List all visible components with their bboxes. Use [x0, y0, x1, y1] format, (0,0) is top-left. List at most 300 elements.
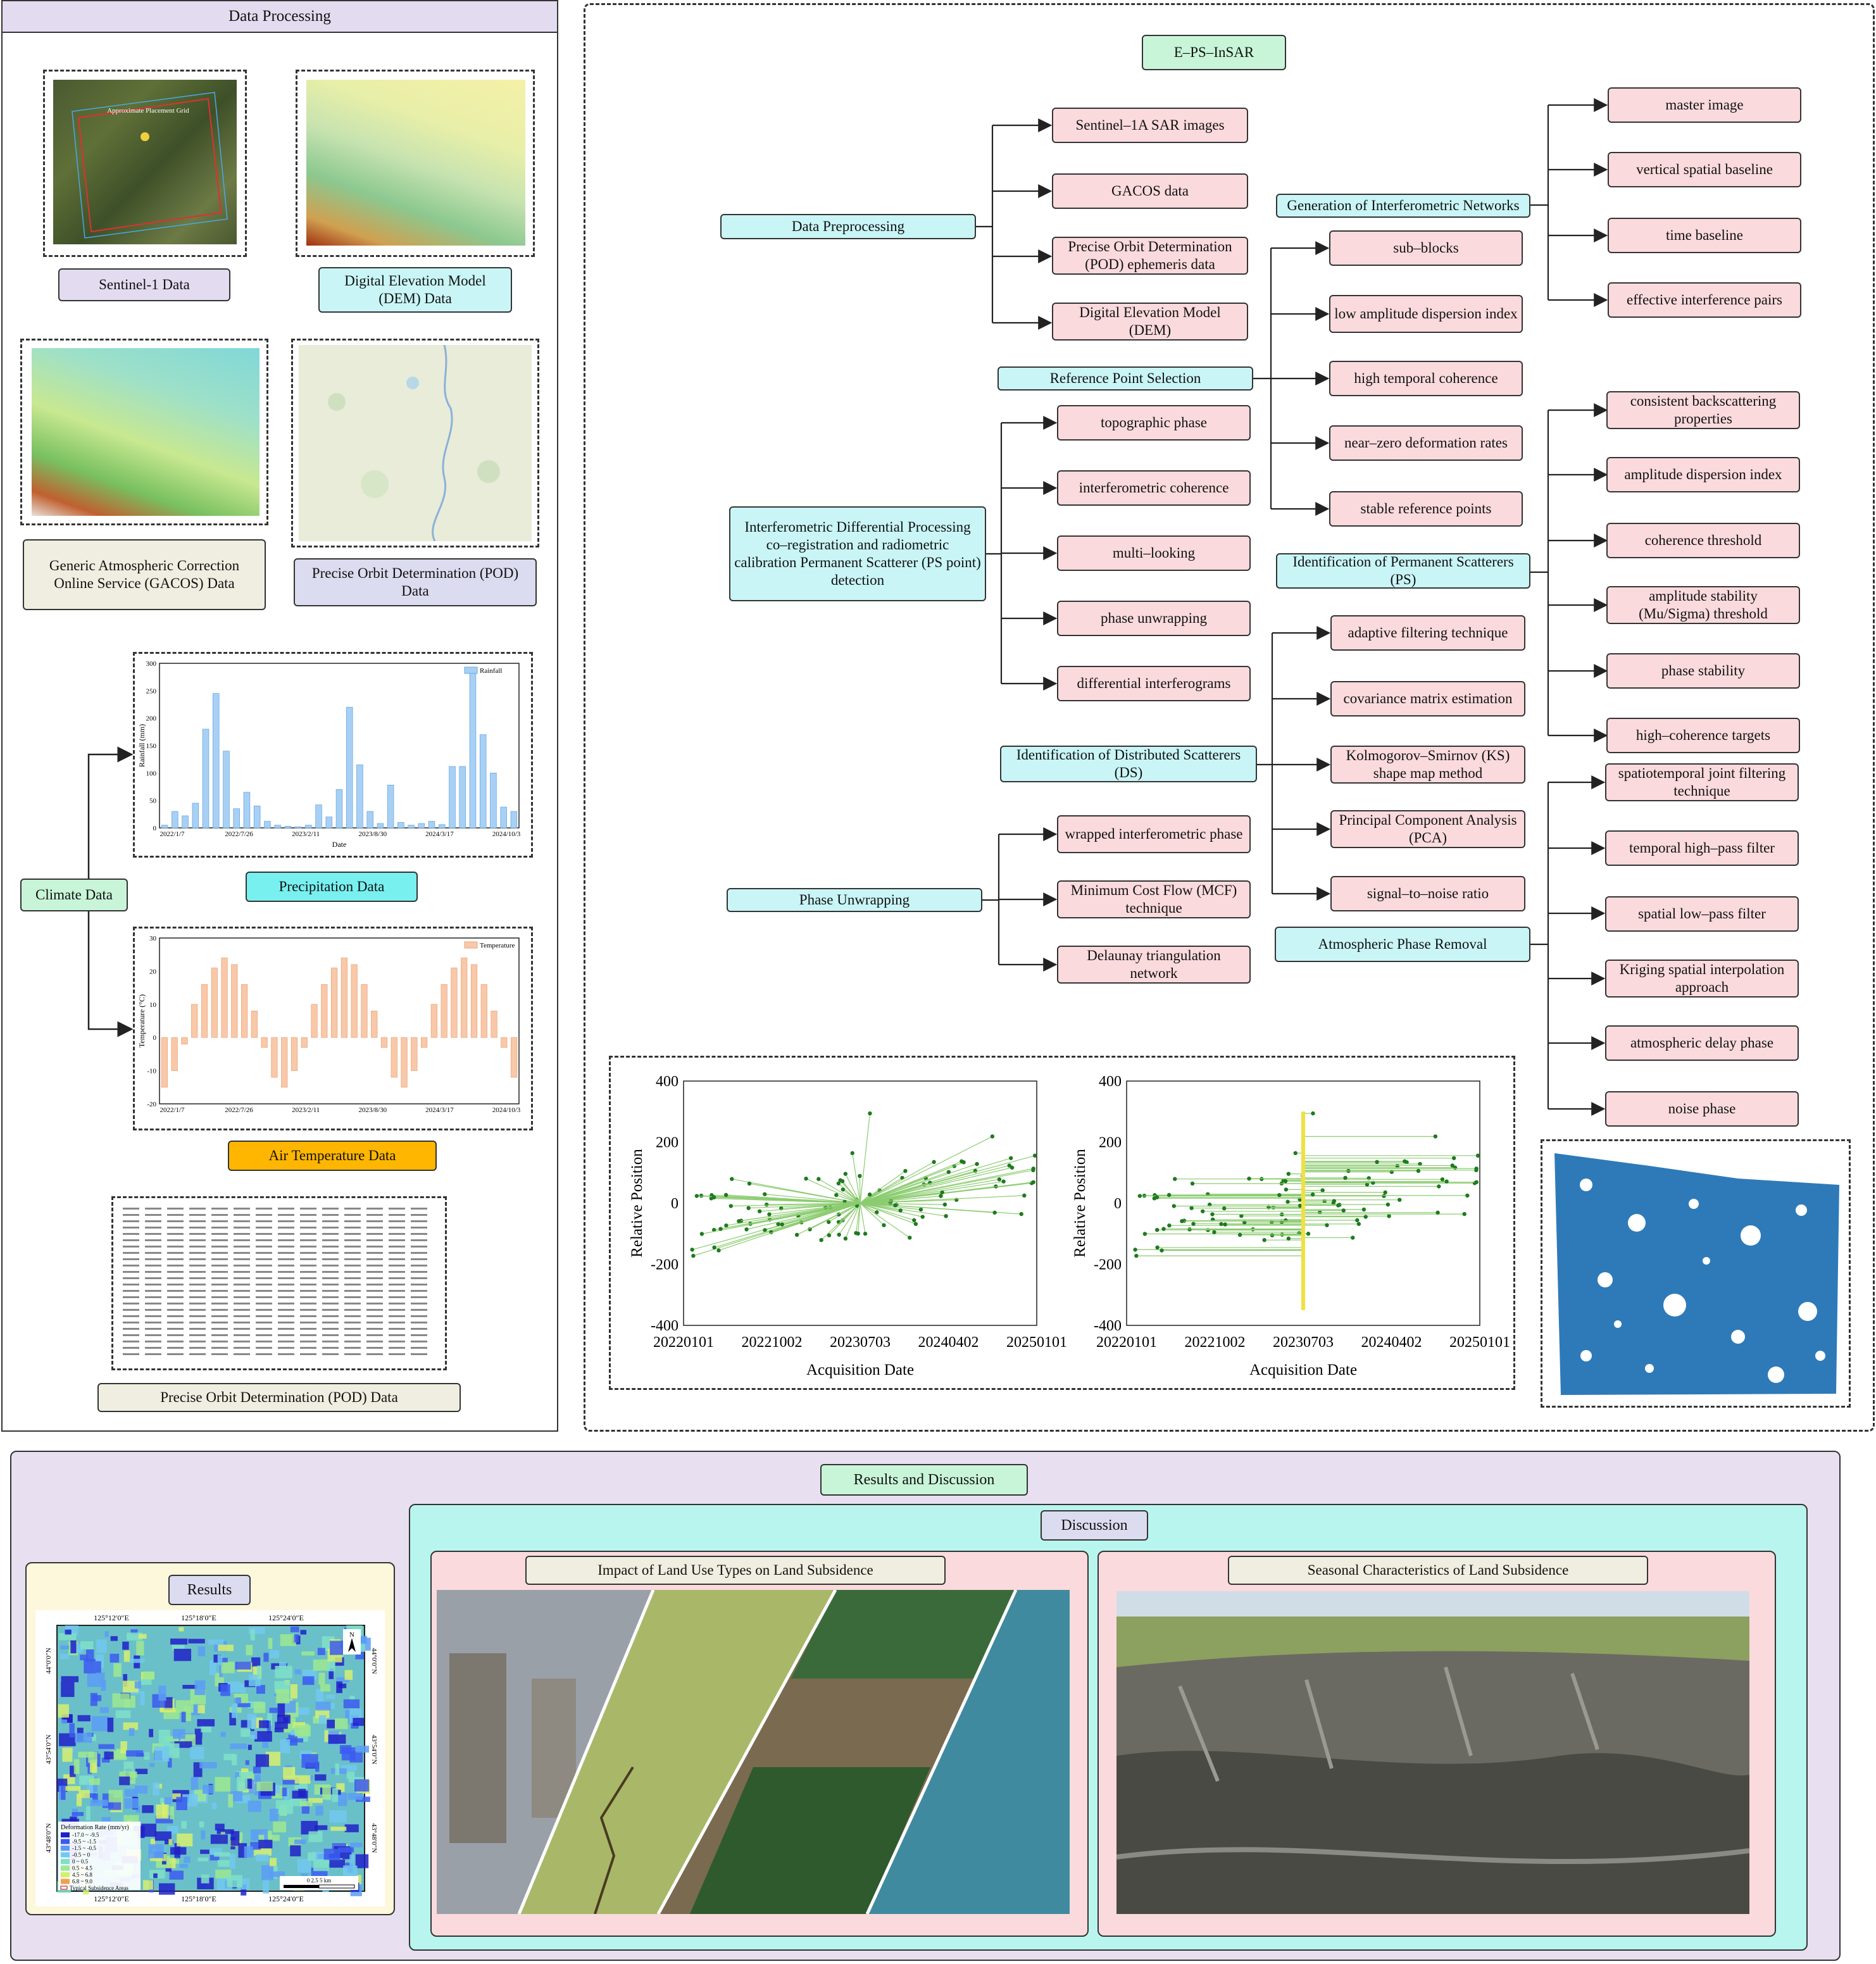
baseline-point	[991, 1134, 994, 1138]
baseline-point	[1262, 1238, 1266, 1242]
map-patch	[251, 1658, 260, 1667]
baseline-ytick: 400	[1099, 1073, 1122, 1090]
baseline-point	[744, 1227, 748, 1231]
baseline-point	[1285, 1200, 1289, 1204]
map-patch	[174, 1649, 191, 1661]
idp-item-multi-looking: multi–looking	[1057, 535, 1251, 571]
precip-xtick: 2022/7/26	[225, 830, 253, 838]
map-legend-swatch	[61, 1846, 70, 1851]
map-patch	[88, 1752, 97, 1763]
map-patch	[156, 1805, 168, 1818]
baseline-point	[854, 1231, 858, 1235]
idp-item-topographic-phase: topographic phase	[1057, 405, 1251, 441]
apr-item-atmospheric-delay: atmospheric delay phase	[1605, 1025, 1799, 1061]
baseline-point	[960, 1160, 963, 1163]
map-legend-swatch	[61, 1872, 70, 1877]
map-patch	[235, 1662, 251, 1670]
map-patch	[248, 1801, 261, 1812]
map-patch	[223, 1754, 235, 1760]
baseline-xtick: 20240402	[1361, 1334, 1422, 1351]
reference-point-node: Reference Point Selection	[997, 366, 1253, 391]
baseline-point	[882, 1223, 885, 1227]
baseline-point	[1191, 1222, 1195, 1225]
baseline-point	[844, 1237, 847, 1241]
precipitation-data-label: Precipitation Data	[246, 872, 418, 902]
seasonal-photo	[1116, 1591, 1749, 1914]
baseline-point	[1375, 1160, 1379, 1164]
precip-ytick: 150	[146, 742, 156, 750]
baseline-ytick: 400	[656, 1073, 678, 1090]
precip-legend-label: Rainfall	[480, 667, 503, 675]
baseline-point	[1212, 1230, 1216, 1234]
baseline-link	[860, 1172, 949, 1203]
map-patch	[329, 1810, 346, 1822]
baseline-xlabel: Acquisition Date	[1249, 1361, 1358, 1379]
map-patch	[126, 1750, 143, 1756]
baseline-point	[1223, 1222, 1227, 1226]
baseline-ytick: 200	[656, 1134, 678, 1151]
rp-item-stable-points: stable reference points	[1329, 491, 1523, 527]
baseline-point	[1167, 1223, 1171, 1227]
baseline-point	[699, 1194, 703, 1198]
map-patch	[345, 1824, 359, 1832]
map-patch	[228, 1794, 233, 1807]
map-patch	[295, 1725, 311, 1737]
map-patch	[170, 1806, 174, 1819]
baseline-point	[827, 1234, 831, 1237]
map-right-tick: 43°48′0″N	[370, 1823, 378, 1853]
map-patch	[80, 1641, 93, 1649]
baseline-point	[1133, 1248, 1137, 1251]
precip-ytick: 50	[149, 797, 156, 805]
data-preprocessing-node: Data Preprocessing	[720, 214, 976, 239]
precip-xtick: 2024/10/3	[492, 830, 521, 838]
baseline-point	[1219, 1222, 1223, 1226]
ps-item-amplitude-dispersion: amplitude dispersion index	[1606, 457, 1800, 492]
map-patch	[61, 1720, 67, 1724]
temp-ytick: 10	[149, 1001, 156, 1009]
pu-item-delaunay: Delaunay triangulation network	[1057, 946, 1251, 984]
map-patch	[270, 1708, 278, 1713]
baseline-point	[1294, 1151, 1298, 1155]
baseline-point	[1475, 1180, 1479, 1184]
map-top-tick: 125°12′0″E	[94, 1613, 129, 1622]
baseline-point	[1155, 1196, 1159, 1199]
map-patch	[178, 1627, 184, 1632]
temp-xtick: 2022/1/7	[159, 1106, 185, 1114]
dem-data-label: Digital Elevation Model (DEM) Data	[318, 267, 512, 313]
map-patch	[170, 1871, 184, 1880]
map-patch	[356, 1855, 368, 1868]
baseline-point	[992, 1211, 996, 1215]
map-patch	[74, 1759, 80, 1774]
map-patch	[70, 1641, 76, 1653]
map-patch	[232, 1704, 237, 1718]
map-legend-item: -1.5 ~ -0.5	[72, 1845, 96, 1851]
map-patch	[98, 1744, 114, 1749]
map-patch	[108, 1718, 114, 1732]
map-patch	[237, 1777, 247, 1791]
map-legend-item: -17.0 ~ -9.5	[72, 1832, 99, 1838]
map-patch	[197, 1705, 204, 1713]
baseline-ylabel: Relative Position	[1072, 1149, 1089, 1258]
map-patch	[143, 1880, 153, 1889]
baseline-point	[1001, 1179, 1005, 1183]
baseline-xtick: 20221002	[1184, 1334, 1246, 1351]
map-patch	[221, 1732, 226, 1737]
interferometric-differential-processing-node: Interferometric Differential Processing co–registration and radiometric calibration Permanent Scatterer (PS point) detection	[729, 506, 986, 601]
baseline-point	[1306, 1232, 1310, 1235]
map-patch	[72, 1812, 84, 1816]
precip-ytick: 0	[153, 825, 156, 832]
distributed-scatterers-node: Identification of Distributed Scatterers (DS)	[1000, 746, 1257, 782]
land-use-label: Impact of Land Use Types on Land Subsidence	[525, 1556, 946, 1585]
gacos-data-label: Generic Atmospheric Correction Online Service (GACOS) Data	[23, 539, 266, 610]
ds-item-snr: signal–to–noise ratio	[1330, 876, 1525, 911]
map-patch	[63, 1748, 73, 1761]
map-patch	[251, 1629, 255, 1641]
map-patch	[324, 1849, 341, 1860]
map-patch	[69, 1723, 74, 1737]
map-patch	[130, 1659, 145, 1663]
map-patch	[61, 1676, 79, 1682]
map-scale-bar	[319, 1885, 354, 1888]
temp-ylabel: Temperature (°C)	[137, 994, 146, 1048]
baseline-point	[939, 1194, 942, 1198]
map-legend-title: Deformation Rate (mm/yr)	[61, 1824, 129, 1831]
precip-xtick: 2022/1/7	[159, 830, 185, 838]
baseline-point	[940, 1191, 944, 1194]
baseline-point	[1364, 1215, 1368, 1218]
temp-xtick: 2023/2/11	[292, 1106, 320, 1114]
map-patch	[300, 1801, 313, 1806]
map-right-tick: 44°0′0″N	[370, 1648, 378, 1674]
map-patch	[318, 1648, 325, 1655]
baseline-link	[860, 1203, 946, 1216]
map-patch	[201, 1875, 209, 1884]
map-patch	[198, 1646, 205, 1656]
map-patch	[100, 1707, 109, 1713]
baseline-xtick: 20220101	[653, 1334, 714, 1351]
baseline-point	[1355, 1218, 1359, 1222]
baseline-point	[1386, 1203, 1390, 1206]
baseline-point	[1032, 1180, 1035, 1184]
baseline-point	[1160, 1248, 1163, 1252]
map-bottom-tick: 125°18′0″E	[181, 1894, 216, 1903]
baseline-point	[1022, 1194, 1026, 1198]
map-patch	[322, 1785, 331, 1800]
map-patch	[303, 1676, 314, 1685]
map-patch	[143, 1672, 154, 1680]
map-patch	[335, 1763, 339, 1775]
map-patch	[141, 1691, 145, 1705]
map-legend-swatch	[61, 1866, 70, 1871]
baseline-point	[1189, 1206, 1193, 1210]
map-patch	[111, 1636, 118, 1641]
ps-point-map	[1548, 1147, 1844, 1400]
baseline-point	[1383, 1191, 1387, 1194]
baseline-point	[746, 1206, 750, 1210]
map-left-tick: 43°48′0″N	[45, 1823, 53, 1853]
precip-ytick: 200	[146, 715, 156, 723]
map-legend-swatch	[61, 1839, 70, 1844]
map-patch	[86, 1806, 91, 1820]
map-patch	[96, 1639, 106, 1653]
map-patch	[283, 1767, 295, 1780]
baseline-point	[1173, 1177, 1177, 1181]
discussion-label: Discussion	[1041, 1510, 1148, 1541]
baseline-point	[1462, 1212, 1466, 1216]
map-patch	[184, 1856, 190, 1863]
baseline-point	[1465, 1194, 1469, 1198]
map-legend-item: 0 ~ 0.5	[72, 1858, 89, 1865]
dp-item-sentinel: Sentinel–1A SAR images	[1052, 108, 1248, 143]
map-patch	[109, 1790, 123, 1803]
baseline-point	[712, 1246, 716, 1249]
map-patch	[149, 1763, 154, 1767]
map-patch	[177, 1834, 192, 1846]
map-patch	[91, 1799, 108, 1806]
map-patch	[214, 1852, 230, 1856]
pu-item-wrapped-phase: wrapped interferometric phase	[1057, 815, 1251, 853]
map-patch	[241, 1728, 250, 1737]
ds-item-covariance: covariance matrix estimation	[1330, 681, 1525, 716]
baseline-point	[1342, 1208, 1346, 1212]
map-patch	[188, 1639, 204, 1643]
temp-xtick: 2024/3/17	[425, 1106, 454, 1114]
baseline-point	[1031, 1167, 1035, 1170]
precip-ytick: 250	[146, 687, 156, 696]
map-patch	[158, 1686, 166, 1701]
ds-item-adaptive-filtering: adaptive filtering technique	[1330, 615, 1525, 651]
map-patch	[301, 1651, 315, 1655]
temp-ytick: -10	[147, 1067, 156, 1075]
map-right-tick: 43°54′0″N	[370, 1734, 378, 1765]
map-patch	[110, 1654, 120, 1663]
baseline-point	[695, 1194, 699, 1198]
climate-data-label: Climate Data	[20, 879, 128, 911]
map-patch	[256, 1754, 269, 1767]
map-patch	[327, 1720, 335, 1728]
map-patch	[345, 1670, 353, 1680]
temp-ytick: 20	[149, 968, 156, 976]
baseline-point	[858, 1174, 861, 1178]
baseline-point	[758, 1210, 761, 1213]
baseline-point	[1351, 1235, 1354, 1239]
baseline-charts	[611, 1058, 1513, 1387]
map-patch	[257, 1666, 261, 1680]
map-patch	[153, 1873, 158, 1878]
baseline-point	[899, 1208, 903, 1212]
map-patch	[246, 1645, 253, 1655]
baseline-point	[1435, 1211, 1439, 1215]
map-patch	[153, 1782, 159, 1795]
baseline-point	[837, 1232, 841, 1236]
idp-item-differential-interferograms: differential interferograms	[1057, 666, 1251, 701]
precip-ylabel: Rainfall (mm)	[137, 723, 146, 768]
map-patch	[241, 1768, 248, 1772]
map-patch	[87, 1673, 105, 1687]
map-patch	[353, 1718, 364, 1726]
map-patch	[199, 1762, 217, 1768]
map-patch	[327, 1661, 335, 1672]
baseline-ytick: 0	[1114, 1196, 1122, 1212]
map-patch	[230, 1854, 235, 1869]
map-patch	[335, 1718, 348, 1729]
baseline-point	[932, 1160, 935, 1164]
map-patch	[198, 1858, 208, 1861]
map-patch	[270, 1858, 277, 1866]
map-legend-swatch	[61, 1879, 70, 1884]
baseline-point	[1161, 1227, 1165, 1230]
baseline-point	[1287, 1237, 1291, 1241]
ds-item-ks-method: Kolmogorov–Smirnov (KS) shape map method	[1330, 746, 1525, 784]
map-patch	[256, 1685, 265, 1694]
map-patch	[328, 1734, 346, 1744]
map-patch	[344, 1699, 360, 1708]
map-legend-swatch	[61, 1853, 70, 1858]
baseline-point	[851, 1151, 854, 1155]
map-patch	[144, 1753, 149, 1760]
map-patch	[338, 1793, 347, 1806]
baseline-point	[712, 1196, 716, 1199]
map-patch	[200, 1849, 209, 1854]
baseline-point	[795, 1233, 799, 1237]
baseline-point	[921, 1215, 925, 1218]
baseline-point	[767, 1212, 771, 1216]
idp-item-phase-unwrapping: phase unwrapping	[1057, 601, 1251, 636]
map-patch	[237, 1703, 250, 1708]
map-patch	[263, 1879, 269, 1894]
temp-legend-label: Temperature	[480, 942, 515, 949]
rp-item-zero-deformation: near–zero deformation rates	[1329, 425, 1523, 461]
map-patch	[136, 1641, 144, 1656]
dp-item-gacos: GACOS data	[1052, 173, 1248, 209]
map-patch	[65, 1630, 72, 1635]
map-patch	[231, 1831, 240, 1846]
baseline-ytick: -400	[651, 1318, 678, 1334]
map-patch	[234, 1698, 241, 1704]
map-patch	[60, 1654, 69, 1659]
baseline-point	[780, 1222, 784, 1226]
baseline-point	[1336, 1203, 1340, 1207]
map-patch	[313, 1860, 328, 1871]
baseline-point	[718, 1227, 722, 1230]
map-patch	[268, 1638, 273, 1649]
baseline-point	[1019, 1212, 1023, 1216]
baseline-point	[834, 1193, 838, 1197]
baseline-xtick: 20230703	[830, 1334, 891, 1351]
deformation-map	[35, 1610, 385, 1906]
baseline-link	[806, 1179, 860, 1203]
map-patch	[253, 1767, 261, 1773]
temp-ytick: -20	[147, 1101, 156, 1108]
baseline-point	[1444, 1179, 1448, 1183]
baseline-point	[1325, 1223, 1329, 1227]
map-patch	[170, 1639, 187, 1644]
baseline-point	[765, 1203, 768, 1206]
interferometric-networks-node: Generation of Interferometric Networks	[1276, 194, 1530, 218]
map-patch	[348, 1793, 363, 1800]
map-patch	[119, 1777, 130, 1786]
ps-item-amplitude-stability: amplitude stability (Mu/Sigma) threshold	[1606, 586, 1800, 624]
baseline-xlabel: Acquisition Date	[806, 1361, 915, 1379]
baseline-point	[1437, 1184, 1441, 1188]
ps-item-phase-stability: phase stability	[1606, 653, 1800, 689]
map-patch	[258, 1840, 272, 1849]
baseline-point	[844, 1172, 847, 1175]
e-ps-insar-title: E–PS–InSAR	[1142, 35, 1286, 70]
baseline-point	[1009, 1156, 1013, 1160]
in-item-vertical-baseline: vertical spatial baseline	[1608, 152, 1801, 187]
baseline-point	[816, 1177, 820, 1181]
temp-xtick: 2022/7/26	[225, 1106, 253, 1114]
baseline-point	[1382, 1194, 1385, 1198]
ds-item-pca: Principal Component Analysis (PCA)	[1330, 810, 1525, 848]
map-patch	[164, 1798, 172, 1805]
map-patch	[291, 1684, 297, 1699]
baseline-point	[1008, 1163, 1011, 1167]
map-patch	[248, 1745, 252, 1750]
map-patch	[211, 1834, 228, 1844]
map-patch	[139, 1634, 147, 1639]
permanent-scatterers-node: Identification of Permanent Scatterers (PS)	[1276, 553, 1530, 589]
ps-item-coherence-threshold: coherence threshold	[1606, 523, 1800, 558]
map-patch	[315, 1806, 323, 1815]
map-patch	[129, 1772, 137, 1778]
baseline-point	[914, 1222, 918, 1226]
map-patch	[159, 1708, 175, 1712]
map-patch	[278, 1703, 285, 1717]
map-patch	[149, 1729, 153, 1737]
map-legend-item: 6.8 ~ 9.0	[72, 1878, 92, 1885]
map-patch	[318, 1673, 325, 1685]
baseline-point	[1167, 1193, 1171, 1197]
map-legend-item: -9.5 ~ -1.5	[72, 1838, 96, 1845]
map-patch	[203, 1785, 213, 1794]
map-patch	[176, 1797, 187, 1810]
map-patch	[263, 1653, 268, 1661]
map-bottom-tick: 125°12′0″E	[94, 1894, 129, 1903]
rp-item-amplitude-dispersion: low amplitude dispersion index	[1329, 295, 1523, 333]
temp-xtick: 2023/8/30	[358, 1106, 387, 1114]
map-patch	[113, 1663, 121, 1677]
map-patch	[154, 1746, 170, 1761]
dp-item-dem: Digital Elevation Model (DEM)	[1052, 303, 1248, 341]
map-patch	[89, 1779, 100, 1786]
baseline-link	[860, 1203, 865, 1234]
pod-map-label: Precise Orbit Determination (POD) Data	[294, 558, 537, 606]
map-patch	[112, 1693, 129, 1707]
map-north-label: N	[349, 1631, 354, 1639]
map-patch	[308, 1831, 322, 1842]
baseline-xtick: 20230703	[1273, 1334, 1334, 1351]
baseline-point	[1180, 1219, 1184, 1223]
map-patch	[295, 1669, 301, 1674]
rp-item-temporal-coherence: high temporal coherence	[1329, 361, 1523, 396]
map-legend-swatch	[61, 1832, 70, 1837]
map-patch	[276, 1689, 289, 1704]
map-patch	[330, 1641, 343, 1654]
baseline-point	[1143, 1232, 1147, 1235]
map-legend-box	[58, 1822, 141, 1890]
map-patch	[215, 1777, 230, 1792]
map-patch	[190, 1747, 204, 1759]
map-patch	[270, 1809, 278, 1822]
idp-item-coherence: interferometric coherence	[1057, 470, 1251, 506]
apr-item-low-pass: spatial low–pass filter	[1605, 896, 1799, 932]
map-patch	[84, 1659, 96, 1673]
